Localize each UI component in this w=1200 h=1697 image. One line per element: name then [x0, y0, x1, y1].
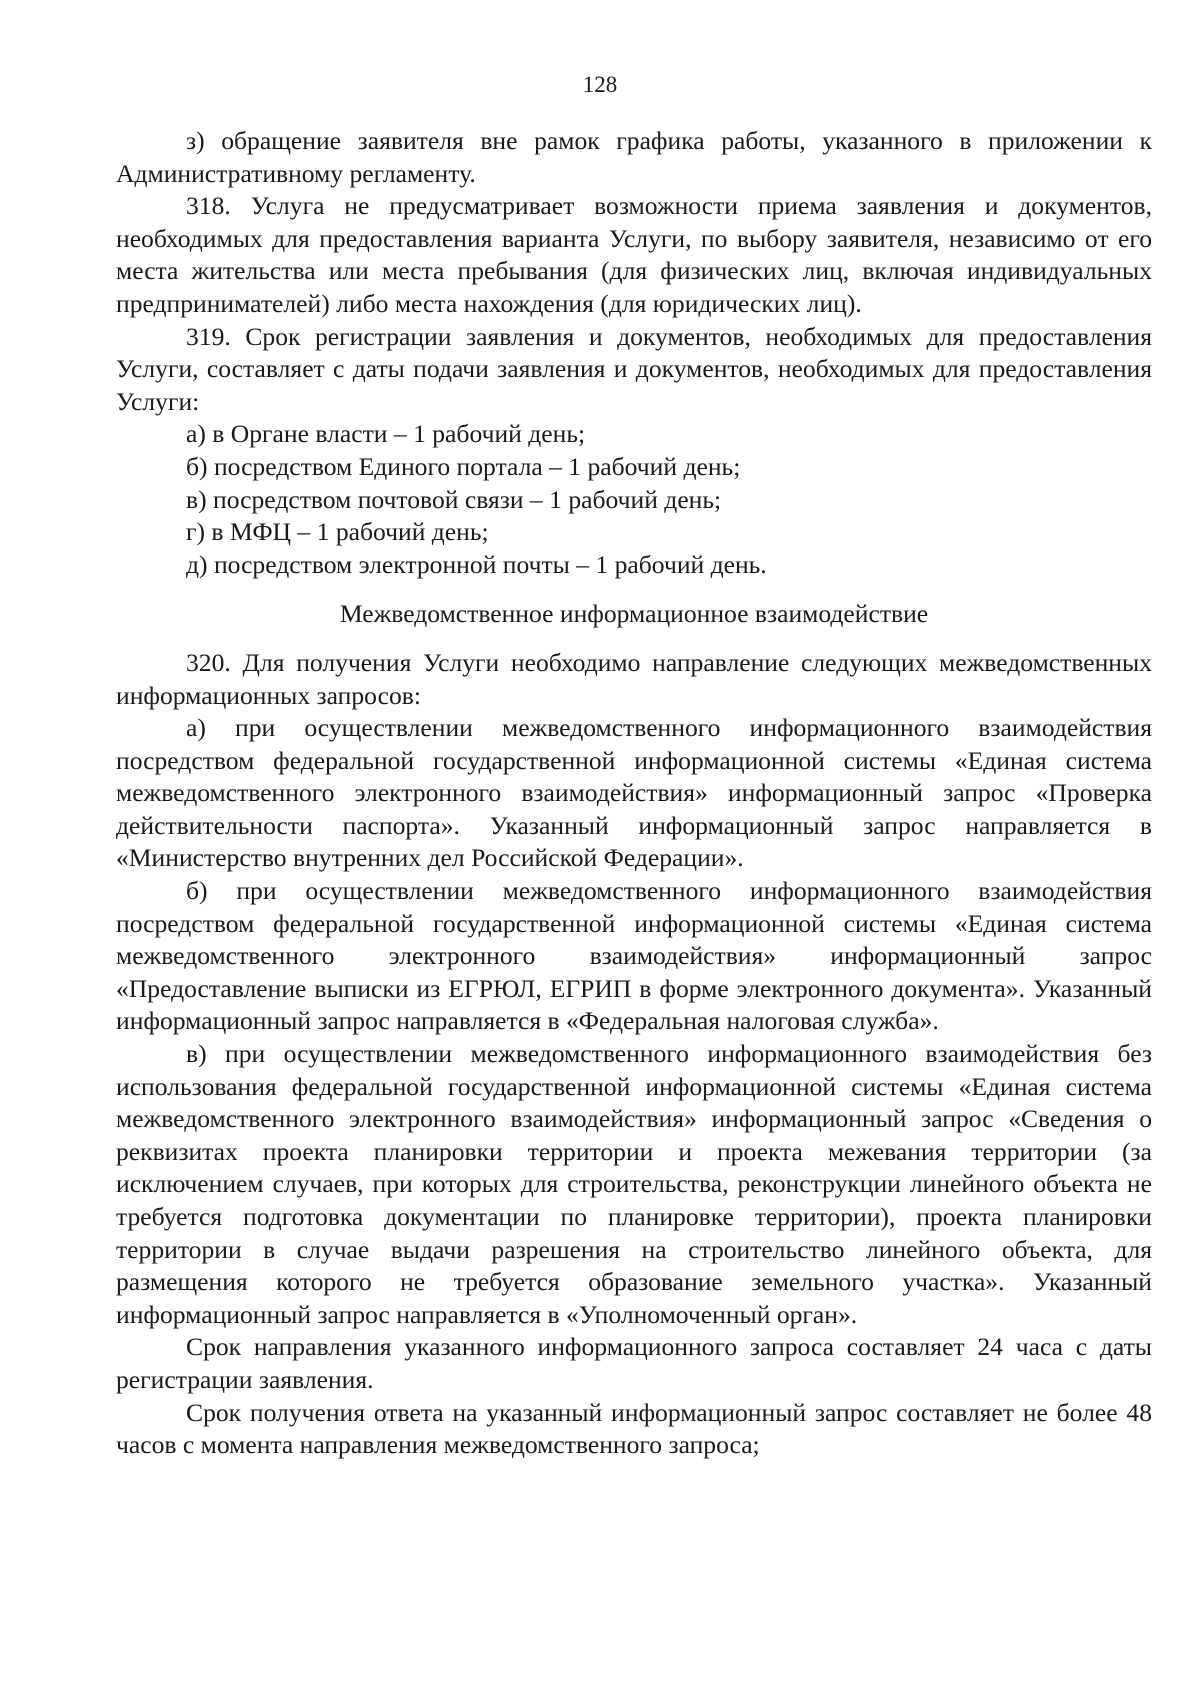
paragraph-318: 318. Услуга не предусматривает возможности приема заявления и документов, необходимых для предоставления варианта Услуги, по выбору заявителя, независимо от его места жительства или места пребывания (для физических лиц, включая индивидуальных предпринимателей) либо места нахождения (для юридических лиц).: [116, 191, 1152, 318]
paragraph-319: 319. Срок регистрации заявления и документов, необходимых для предоставления Услуги, составляет с даты подачи заявления и документов, необходимых для предоставления Услуги:: [116, 321, 1152, 416]
paragraph-320-b: б) при осуществлении межведомственного информационного взаимодействия посредством федеральной государственной информационной системы «Единая система межведомственного электронного взаимодействия» информационный запрос «Предоставление выписки из ЕГРЮЛ, ЕГРИП в форме электронного документа». Указанный информационный запрос направляется в «Федеральная налоговая служба».: [116, 876, 1152, 1036]
list-item-a: а) в Органе власти – 1 рабочий день;: [186, 419, 586, 449]
list-item-v: в) посредством почтовой связи – 1 рабочий день;: [186, 484, 722, 514]
paragraph-320: 320. Для получения Услуги необходимо направление следующих межведомственных информационных запросов:: [116, 647, 1152, 710]
list-item-d: д) посредством электронной почты – 1 рабочий день.: [186, 549, 767, 579]
section-heading: Межведомственное информационное взаимодействие: [339, 599, 929, 629]
paragraph-320-v: в) при осуществлении межведомственного информационного взаимодействия без использования федеральной государственной информационной системы «Единая система межведомственного электронного взаимодействия» информационный запрос «Сведения о реквизитах проекта планировки территории и проекта межевания территории (за исключением случаев, при которых для строительства, реконструкции линейного объекта не требуется подготовка документации по планировке территории), проекта планировки территории в случае выдачи разрешения на строительство линейного объекта, для размещения которого не требуется образование земельного участка». Указанный информационный запрос направляется в «Уполномоченный орган».: [116, 1039, 1152, 1329]
list-item-b: б) посредством Единого портала – 1 рабочий день;: [186, 451, 741, 481]
paragraph-request-term: Срок направления указанного информационного запроса составляет 24 часа с даты регистрации заявления.: [116, 1332, 1152, 1394]
page-number: 128: [582, 72, 618, 97]
document-body: [116, 125, 1152, 1462]
list-item-g: г) в МФЦ – 1 рабочий день;: [186, 517, 489, 547]
paragraph-response-term: Срок получения ответа на указанный информационный запрос составляет не более 48 часов с момента направления межведомственного запроса;: [116, 1397, 1152, 1460]
paragraph-item-z: з) обращение заявителя вне рамок графика работы, указанного в приложении к Административному регламенту.: [116, 126, 1152, 188]
paragraph-320-a: а) при осуществлении межведомственного информационного взаимодействия посредством федеральной государственной информационной системы «Единая система межведомственного электронного взаимодействия» информационный запрос «Проверка действительности паспорта». Указанный информационный запрос направляется в «Министерство внутренних дел Российской Федерации».: [116, 713, 1152, 873]
